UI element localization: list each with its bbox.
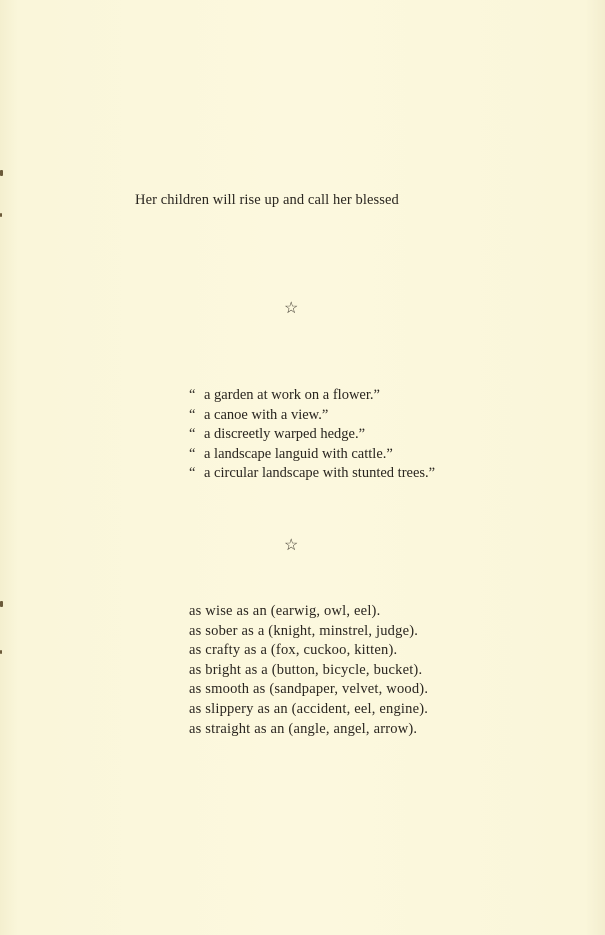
binding-mark [0, 170, 3, 176]
quote-line [189, 425, 435, 445]
quote-text: a landscape languid with cattle.” [204, 445, 393, 462]
quote-line [189, 386, 435, 406]
quote-text: a canoe with a view.” [204, 406, 329, 423]
binding-mark [0, 601, 3, 607]
simile-line: as sober as a (knight, minstrel, judge). [189, 622, 419, 639]
binding-mark [0, 213, 2, 217]
open-quote-mark: “ [189, 406, 196, 423]
simile-line: as smooth as (sandpaper, velvet, wood). [189, 681, 429, 698]
simile-line: as straight as an (angle, angel, arrow). [189, 720, 418, 737]
page-heading: Her children will rise up and call her blessed [135, 192, 399, 208]
simile-line: as bright as a (button, bicycle, bucket). [189, 661, 423, 678]
quote-line [189, 445, 435, 465]
open-quote-mark: “ [189, 426, 196, 443]
open-quote-mark: “ [189, 387, 196, 403]
star-divider-icon: ☆ [284, 537, 299, 554]
quote-line [189, 464, 435, 484]
simile-line: as slippery as an (accident, eel, engine). [189, 700, 429, 717]
simile-line: as crafty as a (fox, cuckoo, kitten). [189, 642, 398, 659]
simile-line: as wise as an (earwig, owl, eel). [189, 603, 381, 619]
star-divider-icon: ☆ [284, 300, 299, 317]
quote-text: a discreetly warped hedge.” [204, 426, 366, 443]
quote-line [189, 406, 435, 426]
binding-mark [0, 650, 2, 654]
simile-list [189, 602, 428, 739]
quote-text: a circular landscape with stunted trees.” [204, 465, 436, 482]
open-quote-mark: “ [189, 445, 196, 462]
quote-list [189, 386, 435, 484]
open-quote-mark: “ [189, 465, 196, 482]
quote-text: a garden at work on a flower.” [204, 387, 380, 403]
